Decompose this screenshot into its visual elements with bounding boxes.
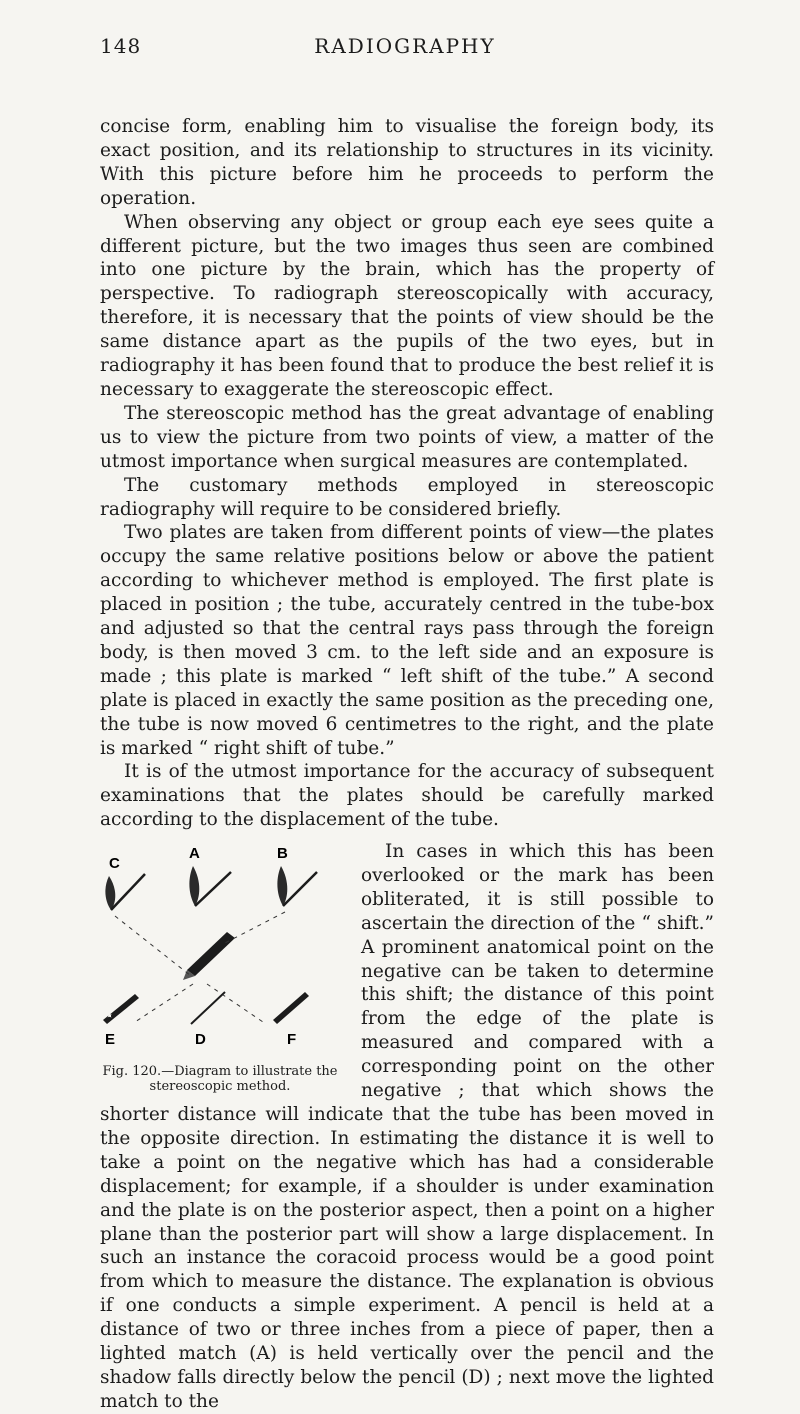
paragraph: In cases in which this has been overlooked or the mark has been obliterated, it is still possible to ascertain the direction of the “ shift.” A prominent anatomical point on the negative can be taken to determine this shift; the distance of this point from the edge of the plate is measured and compared with a corresponding point on the other negative ; that which shows the shorter distance will indicate that the tube has been moved in the opposite direction. In estimating the distance it is well to take a point on the negative which has had a considerable displacement; for example, if a shoulder is under examination and the plate is on the posterior aspect, then a point on a higher plane than the posterior part will show a large displacement. In such an instance the coracoid process would be a good point from which to measure the distance. The explanation is obvious if one conducts a simple experiment. A pencil is held at a distance of two or three inches from a piece of paper, then a lighted match (A) is held vertically over the pencil and the shadow falls directly below the pencil (D) ; next move the lighted match to the (100, 841, 714, 1412)
stereoscopic-diagram (95, 844, 345, 1062)
paragraph: The stereoscopic method has the great advantage of enabling us to view the picture from two points of view, a matter of the utmost importance when surgical measures are contemplated. (100, 402, 714, 472)
match-a-icon (189, 866, 231, 906)
shadow-f-icon (273, 992, 309, 1024)
label-a: A (189, 845, 200, 862)
label-c: C (109, 855, 120, 872)
paragraph: When observing any object or group each eye sees quite a different picture, but the two images thus seen are combined into one picture by the brain, which has the property of perspective. To radiograph stereoscopically with accuracy, therefore, it is necessary that the points of view should be the same distance apart as the pupils of the two eyes, but in radiography it has been found that to produce the best relief it is necessary to exaggerate the stereoscopic effect. (100, 211, 714, 400)
figure-120 (95, 844, 345, 1094)
figure-caption: Fig. 120.—Diagram to illustrate the stereoscopic method. (102, 1064, 338, 1094)
running-title: RADIOGRAPHY (314, 34, 496, 58)
label-d: D (195, 1031, 206, 1048)
page-number: 148 (100, 34, 142, 58)
page-header (100, 20, 710, 60)
match-c-icon (105, 874, 145, 910)
paragraph: It is of the utmost importance for the accuracy of subsequent examinations that the plates should be carefully marked according to the displacement of the tube. (100, 761, 714, 831)
match-b-icon (277, 866, 317, 906)
pencil-icon (183, 932, 235, 980)
svg-text:✦: ✦ (104, 1010, 116, 1022)
paragraph: The customary methods employed in stereoscopic radiography will require to be considered briefly. (100, 474, 714, 520)
label-b: B (277, 845, 288, 862)
shadow-e-icon (103, 994, 139, 1024)
label-e: E (105, 1031, 116, 1048)
lower-section (100, 840, 714, 1414)
shadow-d-icon (191, 992, 225, 1024)
body-text (100, 115, 714, 832)
paragraph: Two plates are taken from different points of view—the plates occupy the same relative positions below or above the patient according to whichever method is employed. The first plate is placed in position ; the tube, accurately centred in the tube-box and adjusted so that the central rays pass through the foreign body, is then moved 3 cm. to the left side and an exposure is made ; this plate is marked “ left shift of the tube.” A second plate is placed in exactly the same position as the preceding one, the tube is now moved 6 centimetres to the right, and the plate is marked “ right shift of tube.” (100, 522, 714, 759)
paragraph: concise form, enabling him to visualise the foreign body, its exact position, and its relationship to structures in its vicinity. With this picture before him he proceeds to perform the operation. (100, 116, 714, 209)
label-f: F (287, 1031, 297, 1048)
